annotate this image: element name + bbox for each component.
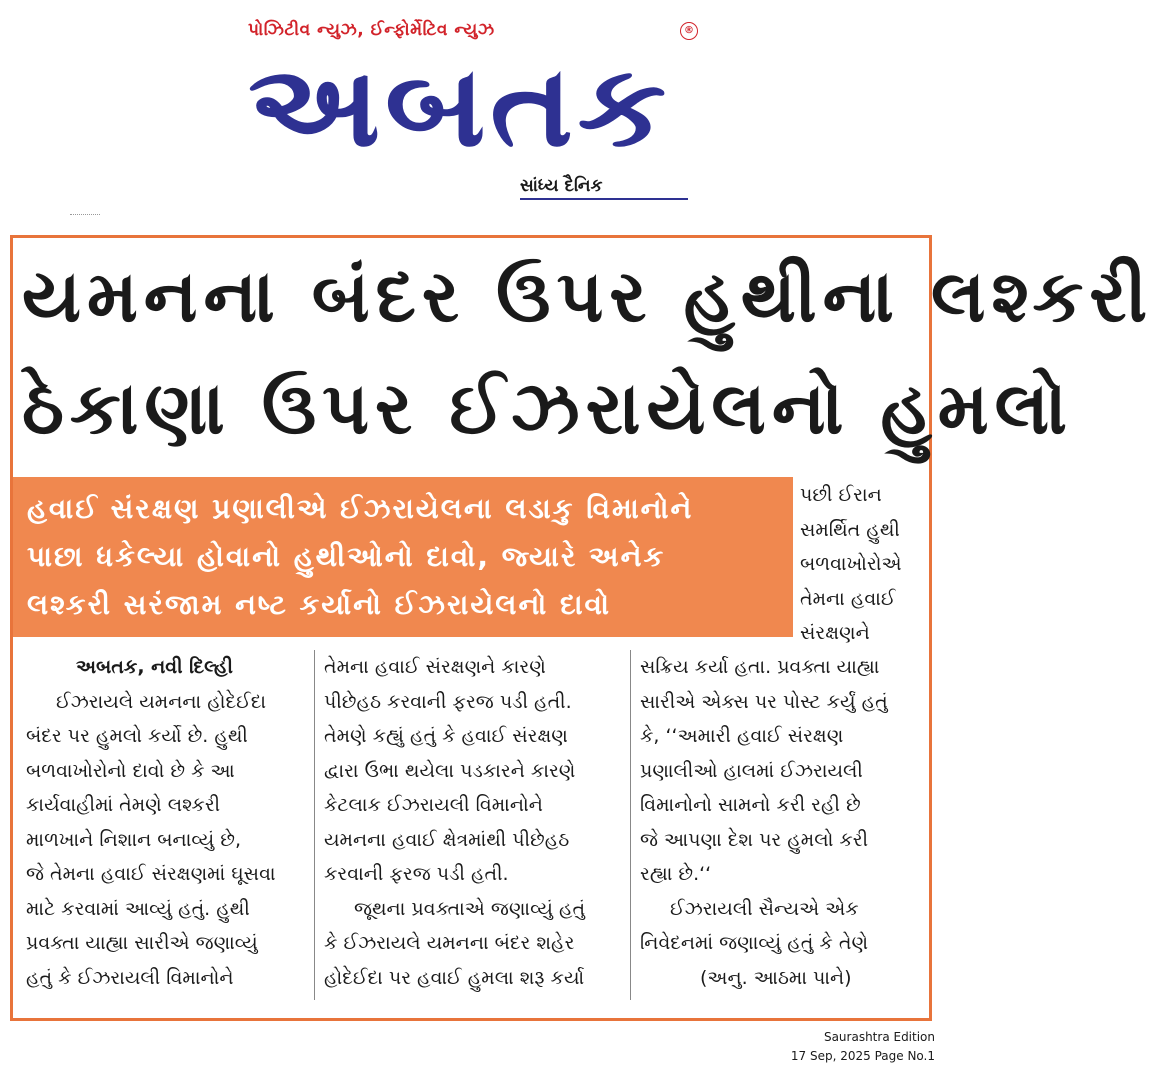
text-line: કાર્યવાહીમાં તેમણે લશ્કરી xyxy=(26,794,221,816)
newspaper-logo xyxy=(248,42,688,172)
text-line: સમર્થિત હુથી xyxy=(800,518,900,541)
text-line: દ્વારા ઉભા થયેલા પડકારને કારણે xyxy=(324,759,576,782)
text-line: વિમાનોનો સામનો કરી રહી છે xyxy=(640,794,861,816)
column-divider xyxy=(630,650,631,1000)
text-line: નિવેદનમાં જણાવ્યું હતું કે તેણે xyxy=(640,932,869,954)
side-column xyxy=(800,478,930,651)
text-line: માટે કરવામાં આવ્યું હતું. હુથી xyxy=(26,897,250,920)
text-line: સક્રિય કર્યા હતા. પ્રવક્તા યાહ્યા xyxy=(640,656,880,678)
text-line: યમનના હવાઈ ક્ષેત્રમાંથી પીછેહઠ xyxy=(324,828,570,851)
text-line: કે, ‘‘અમારી હવાઈ સંરક્ષણ xyxy=(640,725,844,747)
text-line: બળવાખોરોએ xyxy=(800,553,902,575)
text-line: કે ઈઝરાયલે યમનના બંદર શહેર xyxy=(324,932,575,954)
subheadline-line: હવાઈ સંરક્ષણ પ્રણાલીએ ઈઝરાયેલના લડાકુ વિમાનોને xyxy=(27,492,694,525)
text-line: પ્રણાલીઓ હાલમાં ઈઝરાયલી xyxy=(640,759,863,782)
text-line: જૂથના પ્રવક્તાએ જણાવ્યું હતું xyxy=(354,897,586,920)
text-line: સંરક્ષણને xyxy=(800,622,870,644)
text-line: તેમણે કહ્યું હતું કે હવાઈ સંરક્ષણ xyxy=(324,725,568,747)
headline-line-2: ઠેકાણા ઉપર ઈઝરાયેલનો હુમલો xyxy=(22,366,1074,450)
decorative-mark xyxy=(70,208,100,215)
date-page-label: 17 Sep, 2025 Page No.1 xyxy=(790,1049,935,1063)
text-line: હતું કે ઈઝરાયલી વિમાનોને xyxy=(26,966,234,989)
subheadline-line: લશ્કરી સરંજામ નષ્ટ કર્યાનો ઈઝરાયેલનો દાવો xyxy=(27,588,612,621)
text-line: બંદર પર હુમલો કર્યો છે. હુથી xyxy=(26,725,248,747)
text-line: પછી ઈરાન xyxy=(800,484,882,506)
headline-line-1: યમનના બંદર ઉપર હુથીના લશ્કરી xyxy=(22,254,1153,338)
text-line: જે આપણા દેશ પર હુમલો કરી xyxy=(640,828,869,851)
text-line: પ્રવક્તા યાહ્યા સારીએ જણાવ્યું xyxy=(26,932,258,954)
subheadline-line: પાછા ધકેલ્યા હોવાનો હુથીઓનો દાવો, જ્યારે અનેક xyxy=(27,540,666,573)
text-line: ઈઝરાયલે યમનના હોદેઈદા xyxy=(56,690,267,713)
edition-type: સાંધ્ય દૈનિક xyxy=(520,176,603,196)
text-line: રહ્યા છે.‘‘ xyxy=(640,863,712,885)
text-line: માળખાને નિશાન બનાવ્યું છે, xyxy=(26,828,241,851)
article-column-2 xyxy=(324,650,620,995)
article-column-1 xyxy=(26,650,306,995)
text-line: સારીએ એક્સ પર પોસ્ટ કર્યું હતું xyxy=(640,690,888,713)
text-line: ઈઝરાયલી સૈન્યએ એક xyxy=(670,897,859,920)
text-line: બળવાખોરોનો દાવો છે કે આ xyxy=(26,759,235,782)
text-line: તેમના હવાઈ xyxy=(800,587,896,610)
continuation-note: (અનુ. આઠમા પાને) xyxy=(700,966,852,989)
text-line: પીછેહઠ કરવાની ફરજ પડી હતી. xyxy=(324,690,572,713)
dateline: અબતક, નવી દિલ્હી xyxy=(76,656,233,678)
column-divider xyxy=(314,650,315,1000)
text-line: કરવાની ફરજ પડી હતી. xyxy=(324,863,509,885)
logo-text: અબતક xyxy=(248,42,671,172)
text-line: હોદેઈદા પર હવાઈ હુમલા શરૂ કર્યા xyxy=(324,966,585,989)
registered-mark-icon: ® xyxy=(680,22,698,40)
edition-label: Saurashtra Edition xyxy=(823,1030,935,1044)
article-column-3 xyxy=(640,650,926,995)
masthead-divider xyxy=(520,198,688,200)
subheadline-box xyxy=(13,477,793,637)
masthead-tagline: પોઝિટીવ ન્યુઝ, ઈન્ફોર્મેટિવ ન્યુઝ xyxy=(248,20,495,40)
text-line: તેમના હવાઈ સંરક્ષણને કારણે xyxy=(324,656,546,678)
text-line: જે તેમના હવાઈ સંરક્ષણમાં ઘૂસવા xyxy=(26,863,276,885)
text-line: કેટલાક ઈઝરાયલી વિમાનોને xyxy=(324,794,543,816)
